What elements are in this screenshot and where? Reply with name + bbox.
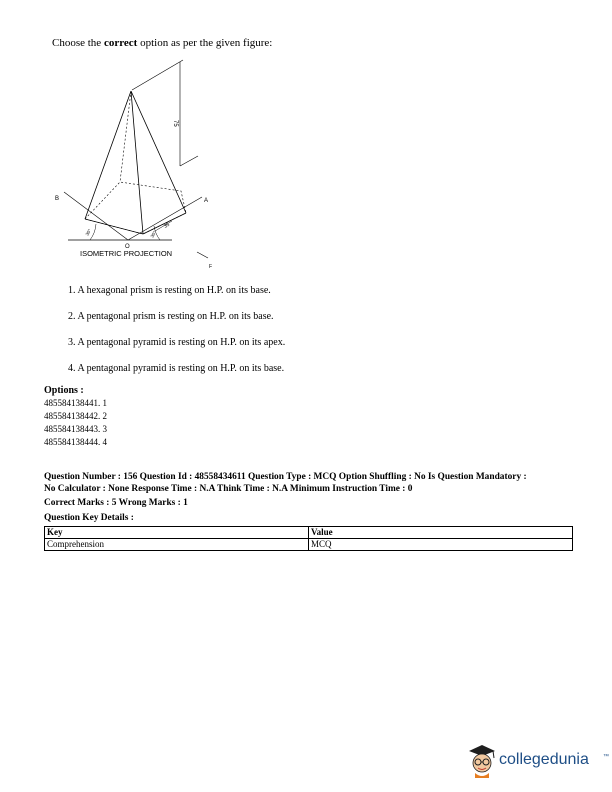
collegedunia-logo (465, 742, 610, 782)
key-table (44, 526, 573, 551)
value-cell: MCQ (309, 539, 573, 551)
option-id-4: 485584138444. 4 (44, 437, 107, 447)
graduate-mascot-icon (465, 742, 499, 780)
base-edge-front-left (85, 219, 143, 234)
label-o: O (125, 244, 130, 250)
options-list (44, 384, 107, 449)
dim-height-label: 75 (172, 120, 178, 127)
edge-hidden (120, 91, 131, 182)
option-id-1: 485584138441. 1 (44, 398, 107, 408)
axis-b (64, 192, 128, 240)
meta-line-2: No Calculator : None Response Time : N.A Think Time : N.A Minimum Instruction Time : 0 (44, 483, 413, 494)
meta-line-1: Question Number : 156 Question Id : 48558434611 Question Type : MCQ Option Shuffling : No Is Question Mandatory : (44, 472, 527, 482)
marks-line: Correct Marks : 5 Wrong Marks : 1 (44, 498, 188, 508)
label-f: F (209, 264, 213, 270)
key-details-header: Question Key Details : (44, 513, 134, 523)
base-pentagon (85, 182, 186, 234)
choice-3: 3. A pentagonal pyramid is resting on H.P. on its apex. (68, 337, 286, 348)
choice-1: 1. A hexagonal prism is resting on H.P. on its base. (68, 285, 271, 296)
prompt-post: option as per the given figure: (137, 37, 273, 49)
key-cell: Comprehension (45, 539, 309, 551)
question-prompt (52, 37, 272, 49)
option-id-2: 485584138442. 2 (44, 411, 107, 421)
height-extension-bottom (180, 156, 198, 166)
edge-3 (131, 91, 186, 213)
edge-2 (131, 91, 143, 234)
label-b: B (55, 196, 60, 202)
key-table-header-row (45, 527, 573, 539)
value-header: Value (309, 527, 573, 539)
view-arrow-f (197, 252, 208, 258)
option-id-3: 485584138443. 3 (44, 424, 107, 434)
question-meta (44, 472, 572, 495)
key-header: Key (45, 527, 309, 539)
brand-name: collegedunia (499, 751, 589, 768)
options-header: Options : (44, 385, 84, 396)
brand-trademark: ™ (603, 754, 609, 760)
figure-caption: ISOMETRIC PROJECTION (80, 249, 173, 258)
axis-a (128, 197, 202, 240)
choice-2: 2. A pentagonal prism is resting on H.P. on its base. (68, 311, 274, 322)
table-row (45, 539, 573, 551)
prompt-pre: Choose the (52, 37, 104, 49)
isometric-figure (50, 56, 240, 276)
dim-left-angle: 30° (84, 228, 93, 237)
answer-choices (68, 284, 285, 388)
prompt-bold: correct (103, 37, 138, 49)
dim-base-label: 35 (163, 221, 171, 230)
edge-1 (85, 91, 131, 219)
label-a: A (204, 198, 209, 204)
dim-right-angle: 30° (149, 230, 158, 239)
height-extension-top (132, 60, 183, 90)
choice-4: 4. A pentagonal pyramid is resting on H.P. on its base. (68, 363, 285, 374)
